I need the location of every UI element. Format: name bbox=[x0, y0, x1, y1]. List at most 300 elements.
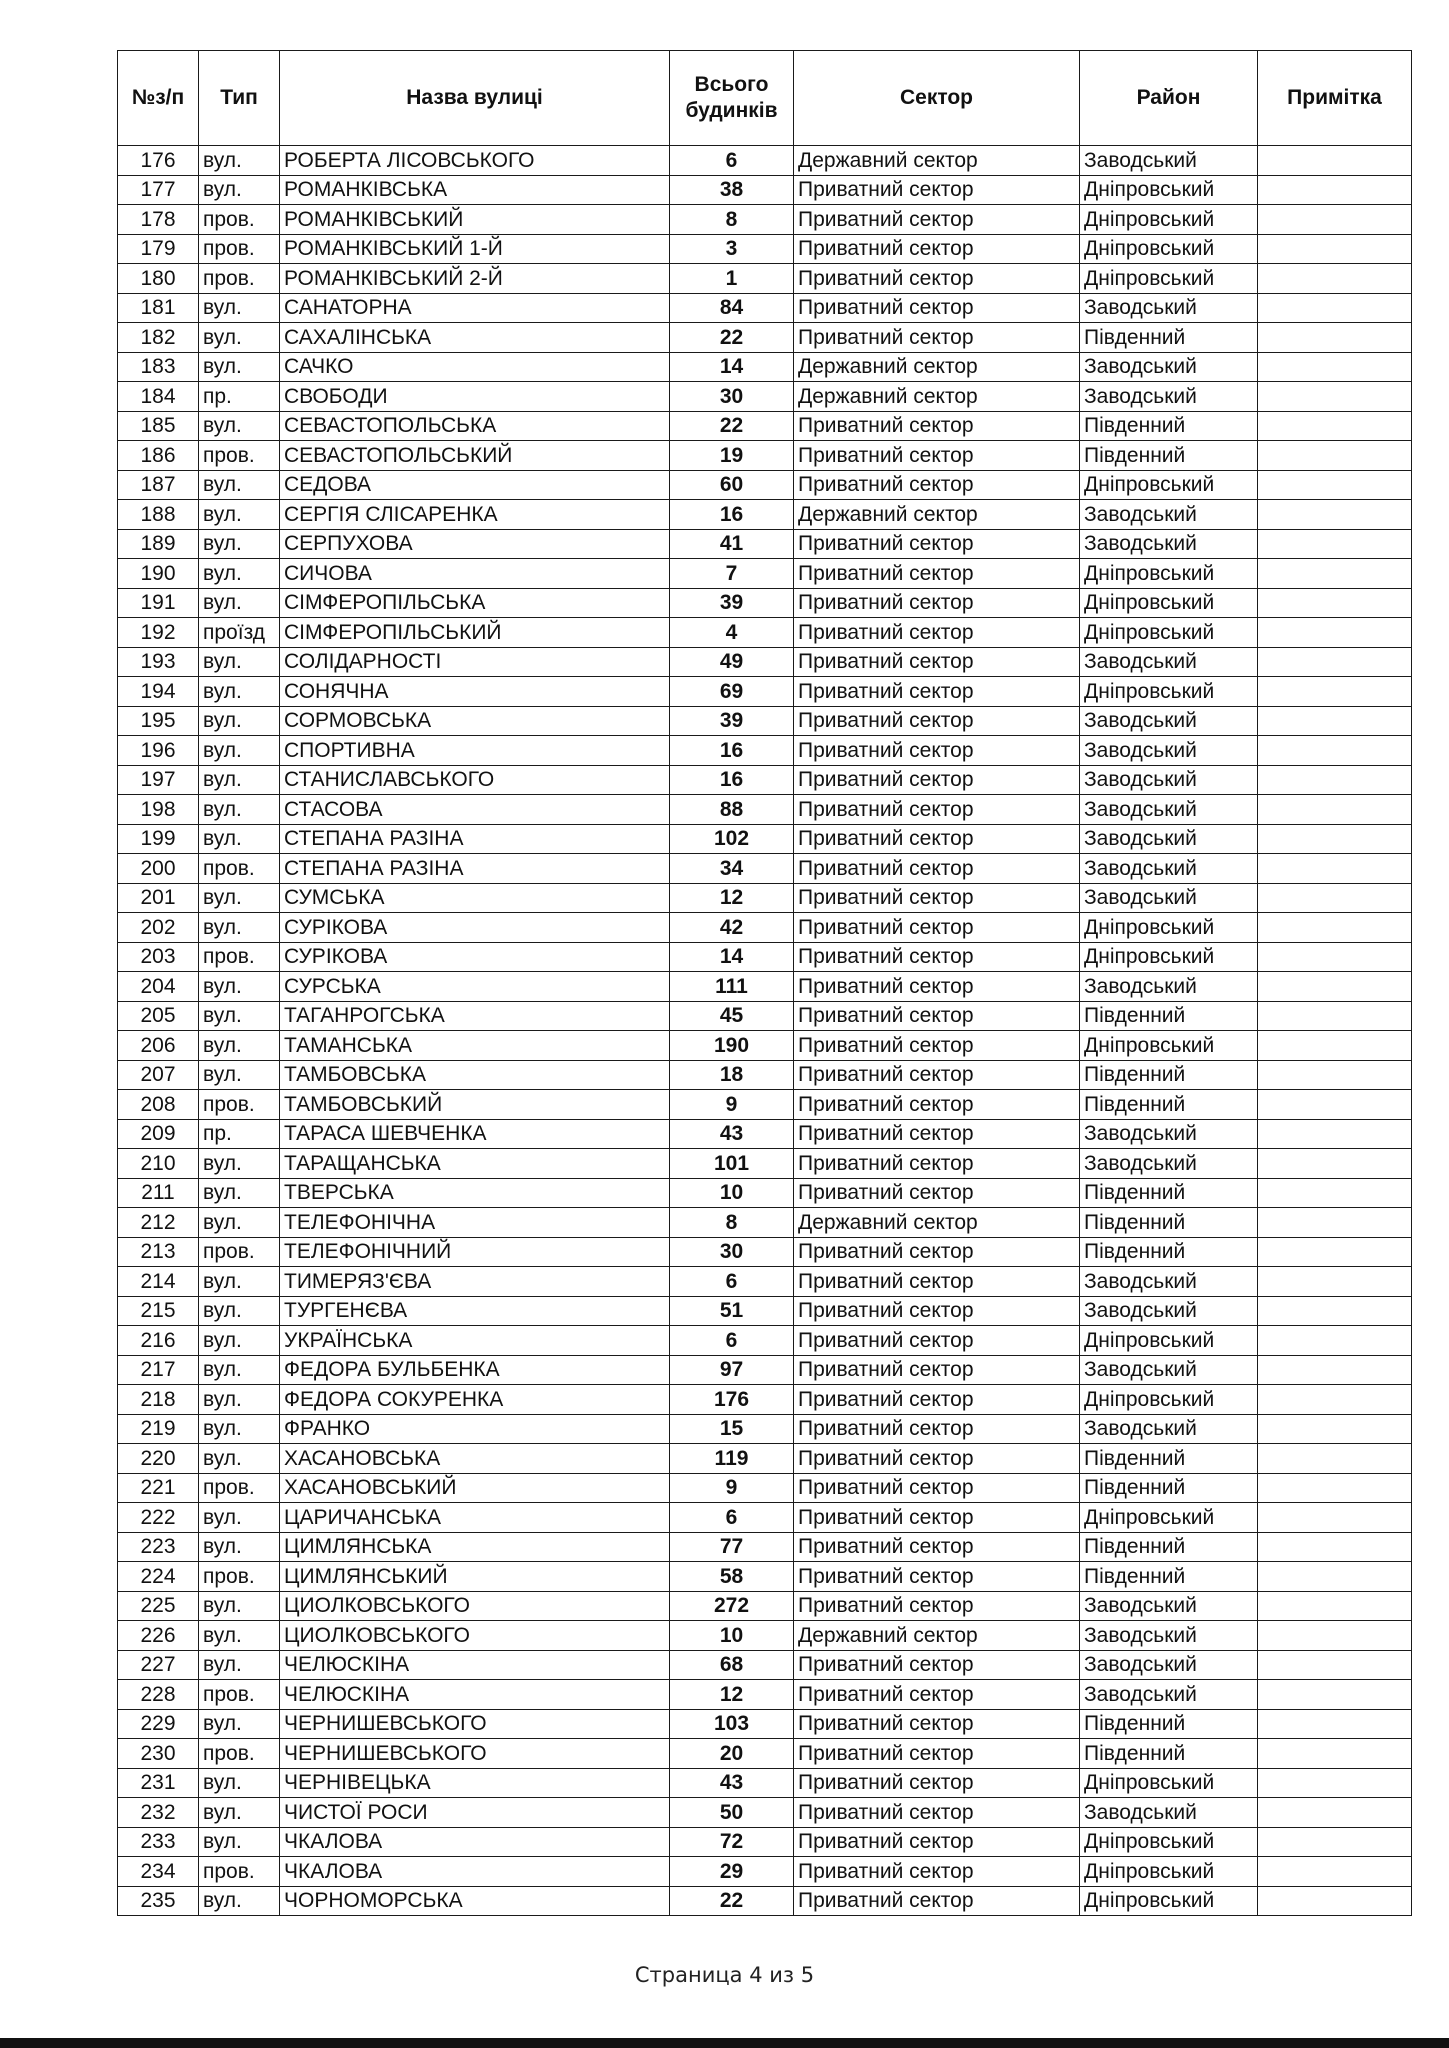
cell-sector: Приватний сектор bbox=[794, 1709, 1080, 1739]
table-header-row bbox=[118, 51, 1412, 146]
cell-number: 201 bbox=[118, 883, 199, 913]
cell-sector: Приватний сектор bbox=[794, 883, 1080, 913]
cell-street-name: СТАНИСЛАВСЬКОГО bbox=[280, 765, 670, 795]
table-row bbox=[118, 1326, 1412, 1356]
table-row bbox=[118, 1680, 1412, 1710]
table-row bbox=[118, 500, 1412, 530]
cell-note bbox=[1258, 529, 1412, 559]
cell-note bbox=[1258, 824, 1412, 854]
cell-sector: Приватний сектор bbox=[794, 1798, 1080, 1828]
cell-sector: Державний сектор bbox=[794, 500, 1080, 530]
cell-type: вул. bbox=[199, 736, 280, 766]
cell-buildings-total: 14 bbox=[670, 352, 794, 382]
cell-note bbox=[1258, 942, 1412, 972]
cell-street-name: СПОРТИВНА bbox=[280, 736, 670, 766]
cell-district: Заводський bbox=[1080, 382, 1258, 412]
cell-number: 222 bbox=[118, 1503, 199, 1533]
cell-note bbox=[1258, 1001, 1412, 1031]
table-row bbox=[118, 1857, 1412, 1887]
table-row bbox=[118, 1060, 1412, 1090]
cell-buildings-total: 49 bbox=[670, 647, 794, 677]
cell-type: вул. bbox=[199, 1296, 280, 1326]
cell-street-name: ТЕЛЕФОНІЧНА bbox=[280, 1208, 670, 1238]
cell-number: 185 bbox=[118, 411, 199, 441]
cell-note bbox=[1258, 1178, 1412, 1208]
cell-buildings-total: 8 bbox=[670, 1208, 794, 1238]
cell-note bbox=[1258, 1739, 1412, 1769]
cell-note bbox=[1258, 559, 1412, 589]
cell-district: Дніпровський bbox=[1080, 1031, 1258, 1061]
cell-street-name: ТВЕРСЬКА bbox=[280, 1178, 670, 1208]
cell-type: вул. bbox=[199, 1060, 280, 1090]
cell-buildings-total: 34 bbox=[670, 854, 794, 884]
cell-number: 192 bbox=[118, 618, 199, 648]
cell-street-name: ТАРАЩАНСЬКА bbox=[280, 1149, 670, 1179]
cell-district: Південний bbox=[1080, 1473, 1258, 1503]
cell-type: вул. bbox=[199, 411, 280, 441]
cell-district: Південний bbox=[1080, 1090, 1258, 1120]
cell-type: пров. bbox=[199, 205, 280, 235]
cell-buildings-total: 10 bbox=[670, 1621, 794, 1651]
cell-note bbox=[1258, 146, 1412, 176]
cell-sector: Приватний сектор bbox=[794, 1237, 1080, 1267]
cell-number: 230 bbox=[118, 1739, 199, 1769]
cell-district: Південний bbox=[1080, 1444, 1258, 1474]
cell-district: Південний bbox=[1080, 1060, 1258, 1090]
cell-buildings-total: 176 bbox=[670, 1385, 794, 1415]
cell-note bbox=[1258, 795, 1412, 825]
cell-buildings-total: 16 bbox=[670, 736, 794, 766]
cell-district: Дніпровський bbox=[1080, 1827, 1258, 1857]
cell-type: вул. bbox=[199, 1650, 280, 1680]
cell-number: 229 bbox=[118, 1709, 199, 1739]
table-row bbox=[118, 1237, 1412, 1267]
cell-buildings-total: 30 bbox=[670, 1237, 794, 1267]
table-row bbox=[118, 234, 1412, 264]
cell-sector: Приватний сектор bbox=[794, 1326, 1080, 1356]
cell-note bbox=[1258, 647, 1412, 677]
cell-street-name: РОМАНКІВСЬКИЙ bbox=[280, 205, 670, 235]
cell-number: 190 bbox=[118, 559, 199, 589]
cell-note bbox=[1258, 736, 1412, 766]
table-row bbox=[118, 323, 1412, 353]
cell-type: вул. bbox=[199, 1149, 280, 1179]
cell-type: вул. bbox=[199, 795, 280, 825]
table-row bbox=[118, 1149, 1412, 1179]
cell-buildings-total: 190 bbox=[670, 1031, 794, 1061]
cell-note bbox=[1258, 1621, 1412, 1651]
table-row bbox=[118, 618, 1412, 648]
table-row bbox=[118, 175, 1412, 205]
cell-note bbox=[1258, 1532, 1412, 1562]
table-row bbox=[118, 736, 1412, 766]
cell-street-name: СОНЯЧНА bbox=[280, 677, 670, 707]
cell-street-name: САНАТОРНА bbox=[280, 293, 670, 323]
table-row bbox=[118, 824, 1412, 854]
cell-buildings-total: 77 bbox=[670, 1532, 794, 1562]
cell-street-name: ФЕДОРА БУЛЬБЕНКА bbox=[280, 1355, 670, 1385]
table-row bbox=[118, 529, 1412, 559]
cell-district: Південний bbox=[1080, 1178, 1258, 1208]
cell-district: Дніпровський bbox=[1080, 618, 1258, 648]
header-sector: Сектор bbox=[794, 51, 1080, 146]
table-row bbox=[118, 883, 1412, 913]
cell-district: Південний bbox=[1080, 1562, 1258, 1592]
cell-sector: Державний сектор bbox=[794, 1208, 1080, 1238]
cell-number: 214 bbox=[118, 1267, 199, 1297]
cell-number: 193 bbox=[118, 647, 199, 677]
cell-district: Дніпровський bbox=[1080, 175, 1258, 205]
cell-buildings-total: 103 bbox=[670, 1709, 794, 1739]
table-row bbox=[118, 1503, 1412, 1533]
cell-street-name: ТАГАНРОГСЬКА bbox=[280, 1001, 670, 1031]
table-body bbox=[118, 146, 1412, 1916]
cell-number: 223 bbox=[118, 1532, 199, 1562]
cell-buildings-total: 97 bbox=[670, 1355, 794, 1385]
cell-district: Дніпровський bbox=[1080, 1503, 1258, 1533]
cell-note bbox=[1258, 883, 1412, 913]
table-row bbox=[118, 854, 1412, 884]
table-row bbox=[118, 1473, 1412, 1503]
cell-type: вул. bbox=[199, 824, 280, 854]
cell-sector: Приватний сектор bbox=[794, 618, 1080, 648]
table-row bbox=[118, 1798, 1412, 1828]
header-number: №з/п bbox=[118, 51, 199, 146]
table-row bbox=[118, 1178, 1412, 1208]
cell-type: пров. bbox=[199, 1739, 280, 1769]
table-row bbox=[118, 264, 1412, 294]
cell-sector: Приватний сектор bbox=[794, 234, 1080, 264]
table-row bbox=[118, 765, 1412, 795]
cell-type: вул. bbox=[199, 706, 280, 736]
cell-sector: Приватний сектор bbox=[794, 736, 1080, 766]
cell-sector: Приватний сектор bbox=[794, 1473, 1080, 1503]
cell-street-name: СЕРГІЯ СЛІСАРЕНКА bbox=[280, 500, 670, 530]
cell-district: Заводський bbox=[1080, 706, 1258, 736]
cell-district: Дніпровський bbox=[1080, 559, 1258, 589]
cell-sector: Приватний сектор bbox=[794, 1355, 1080, 1385]
cell-number: 179 bbox=[118, 234, 199, 264]
cell-note bbox=[1258, 1385, 1412, 1415]
cell-note bbox=[1258, 1650, 1412, 1680]
cell-sector: Приватний сектор bbox=[794, 1591, 1080, 1621]
table-row bbox=[118, 1296, 1412, 1326]
cell-sector: Приватний сектор bbox=[794, 1296, 1080, 1326]
cell-type: вул. bbox=[199, 175, 280, 205]
cell-type: вул. bbox=[199, 1621, 280, 1651]
cell-district: Заводський bbox=[1080, 146, 1258, 176]
cell-buildings-total: 72 bbox=[670, 1827, 794, 1857]
cell-street-name: СІМФЕРОПІЛЬСЬКИЙ bbox=[280, 618, 670, 648]
cell-type: вул. bbox=[199, 1709, 280, 1739]
cell-sector: Приватний сектор bbox=[794, 175, 1080, 205]
table-row bbox=[118, 1709, 1412, 1739]
cell-buildings-total: 272 bbox=[670, 1591, 794, 1621]
cell-district: Заводський bbox=[1080, 1119, 1258, 1149]
cell-note bbox=[1258, 1208, 1412, 1238]
cell-district: Заводський bbox=[1080, 1680, 1258, 1710]
header-type: Тип bbox=[199, 51, 280, 146]
cell-street-name: ЧЕРНИШЕВСЬКОГО bbox=[280, 1709, 670, 1739]
cell-buildings-total: 84 bbox=[670, 293, 794, 323]
cell-sector: Приватний сектор bbox=[794, 1178, 1080, 1208]
page-footer: Страница 4 из 5 bbox=[634, 1963, 815, 1987]
cell-number: 195 bbox=[118, 706, 199, 736]
cell-number: 228 bbox=[118, 1680, 199, 1710]
cell-type: пров. bbox=[199, 264, 280, 294]
cell-note bbox=[1258, 1149, 1412, 1179]
cell-buildings-total: 119 bbox=[670, 1444, 794, 1474]
cell-note bbox=[1258, 1326, 1412, 1356]
cell-district: Південний bbox=[1080, 441, 1258, 471]
cell-sector: Приватний сектор bbox=[794, 264, 1080, 294]
cell-district: Південний bbox=[1080, 323, 1258, 353]
cell-number: 191 bbox=[118, 588, 199, 618]
cell-street-name: СУРСЬКА bbox=[280, 972, 670, 1002]
cell-type: вул. bbox=[199, 1827, 280, 1857]
cell-district: Заводський bbox=[1080, 1798, 1258, 1828]
table-row bbox=[118, 1739, 1412, 1769]
cell-type: вул. bbox=[199, 293, 280, 323]
cell-number: 182 bbox=[118, 323, 199, 353]
cell-type: вул. bbox=[199, 1798, 280, 1828]
header-street-name: Назва вулиці bbox=[280, 51, 670, 146]
cell-buildings-total: 69 bbox=[670, 677, 794, 707]
cell-number: 216 bbox=[118, 1326, 199, 1356]
cell-buildings-total: 43 bbox=[670, 1768, 794, 1798]
cell-street-name: РОМАНКІВСЬКИЙ 2-Й bbox=[280, 264, 670, 294]
cell-type: пров. bbox=[199, 942, 280, 972]
table-row bbox=[118, 1650, 1412, 1680]
cell-number: 184 bbox=[118, 382, 199, 412]
cell-sector: Приватний сектор bbox=[794, 647, 1080, 677]
cell-sector: Приватний сектор bbox=[794, 854, 1080, 884]
cell-note bbox=[1258, 1473, 1412, 1503]
cell-district: Заводський bbox=[1080, 883, 1258, 913]
cell-street-name: ХАСАНОВСЬКИЙ bbox=[280, 1473, 670, 1503]
cell-buildings-total: 14 bbox=[670, 942, 794, 972]
cell-street-name: ЧКАЛОВА bbox=[280, 1827, 670, 1857]
cell-number: 206 bbox=[118, 1031, 199, 1061]
cell-street-name: РОМАНКІВСЬКИЙ 1-Й bbox=[280, 234, 670, 264]
cell-type: вул. bbox=[199, 1385, 280, 1415]
cell-note bbox=[1258, 1355, 1412, 1385]
cell-type: пров. bbox=[199, 1857, 280, 1887]
cell-sector: Приватний сектор bbox=[794, 293, 1080, 323]
cell-note bbox=[1258, 765, 1412, 795]
table-row bbox=[118, 1208, 1412, 1238]
header-buildings-total: Всього будинків bbox=[670, 51, 794, 146]
cell-buildings-total: 12 bbox=[670, 1680, 794, 1710]
cell-note bbox=[1258, 1886, 1412, 1916]
cell-district: Дніпровський bbox=[1080, 1857, 1258, 1887]
table-row bbox=[118, 1562, 1412, 1592]
cell-buildings-total: 16 bbox=[670, 500, 794, 530]
cell-note bbox=[1258, 1237, 1412, 1267]
cell-street-name: ЦИОЛКОВСЬКОГО bbox=[280, 1591, 670, 1621]
table-row bbox=[118, 1267, 1412, 1297]
cell-note bbox=[1258, 205, 1412, 235]
cell-street-name: СТЕПАНА РАЗІНА bbox=[280, 854, 670, 884]
cell-note bbox=[1258, 1798, 1412, 1828]
cell-note bbox=[1258, 618, 1412, 648]
table-row bbox=[118, 1621, 1412, 1651]
cell-type: вул. bbox=[199, 1355, 280, 1385]
cell-street-name: ТАРАСА ШЕВЧЕНКА bbox=[280, 1119, 670, 1149]
scan-bottom-edge bbox=[0, 2038, 1449, 2048]
cell-buildings-total: 15 bbox=[670, 1414, 794, 1444]
table-row bbox=[118, 588, 1412, 618]
cell-buildings-total: 101 bbox=[670, 1149, 794, 1179]
cell-sector: Приватний сектор bbox=[794, 1267, 1080, 1297]
cell-buildings-total: 6 bbox=[670, 1326, 794, 1356]
cell-street-name: ХАСАНОВСЬКА bbox=[280, 1444, 670, 1474]
cell-type: вул. bbox=[199, 677, 280, 707]
cell-note bbox=[1258, 1768, 1412, 1798]
cell-street-name: ЧЕЛЮСКІНА bbox=[280, 1650, 670, 1680]
cell-buildings-total: 29 bbox=[670, 1857, 794, 1887]
cell-street-name: СЕДОВА bbox=[280, 470, 670, 500]
table-row bbox=[118, 559, 1412, 589]
table-row bbox=[118, 352, 1412, 382]
cell-note bbox=[1258, 1591, 1412, 1621]
cell-note bbox=[1258, 972, 1412, 1002]
cell-buildings-total: 22 bbox=[670, 1886, 794, 1916]
cell-district: Дніпровський bbox=[1080, 1768, 1258, 1798]
cell-number: 208 bbox=[118, 1090, 199, 1120]
table-row bbox=[118, 1031, 1412, 1061]
cell-buildings-total: 45 bbox=[670, 1001, 794, 1031]
cell-number: 213 bbox=[118, 1237, 199, 1267]
cell-number: 215 bbox=[118, 1296, 199, 1326]
cell-sector: Приватний сектор bbox=[794, 706, 1080, 736]
cell-number: 227 bbox=[118, 1650, 199, 1680]
cell-district: Заводський bbox=[1080, 736, 1258, 766]
cell-sector: Приватний сектор bbox=[794, 1385, 1080, 1415]
cell-type: вул. bbox=[199, 1178, 280, 1208]
cell-street-name: УКРАЇНСЬКА bbox=[280, 1326, 670, 1356]
cell-type: вул. bbox=[199, 1591, 280, 1621]
cell-type: вул. bbox=[199, 1444, 280, 1474]
cell-district: Південний bbox=[1080, 1208, 1258, 1238]
cell-number: 231 bbox=[118, 1768, 199, 1798]
cell-district: Заводський bbox=[1080, 1591, 1258, 1621]
cell-type: вул. bbox=[199, 1001, 280, 1031]
cell-sector: Державний сектор bbox=[794, 352, 1080, 382]
cell-street-name: ТИМЕРЯЗ'ЄВА bbox=[280, 1267, 670, 1297]
cell-number: 203 bbox=[118, 942, 199, 972]
cell-buildings-total: 10 bbox=[670, 1178, 794, 1208]
cell-type: пров. bbox=[199, 441, 280, 471]
cell-sector: Приватний сектор bbox=[794, 1414, 1080, 1444]
cell-district: Заводський bbox=[1080, 1355, 1258, 1385]
cell-buildings-total: 3 bbox=[670, 234, 794, 264]
table-row bbox=[118, 293, 1412, 323]
cell-buildings-total: 19 bbox=[670, 441, 794, 471]
cell-district: Дніпровський bbox=[1080, 264, 1258, 294]
cell-street-name: ЦИОЛКОВСЬКОГО bbox=[280, 1621, 670, 1651]
cell-note bbox=[1258, 293, 1412, 323]
table-row bbox=[118, 411, 1412, 441]
cell-number: 218 bbox=[118, 1385, 199, 1415]
cell-number: 234 bbox=[118, 1857, 199, 1887]
cell-buildings-total: 6 bbox=[670, 1503, 794, 1533]
cell-type: вул. bbox=[199, 765, 280, 795]
cell-number: 178 bbox=[118, 205, 199, 235]
table-row bbox=[118, 647, 1412, 677]
cell-sector: Приватний сектор bbox=[794, 913, 1080, 943]
cell-sector: Приватний сектор bbox=[794, 1001, 1080, 1031]
cell-number: 205 bbox=[118, 1001, 199, 1031]
cell-district: Заводський bbox=[1080, 529, 1258, 559]
cell-number: 226 bbox=[118, 1621, 199, 1651]
cell-street-name: СИЧОВА bbox=[280, 559, 670, 589]
cell-number: 197 bbox=[118, 765, 199, 795]
cell-note bbox=[1258, 1296, 1412, 1326]
table-row bbox=[118, 1886, 1412, 1916]
cell-note bbox=[1258, 441, 1412, 471]
cell-note bbox=[1258, 382, 1412, 412]
cell-buildings-total: 51 bbox=[670, 1296, 794, 1326]
cell-street-name: СУМСЬКА bbox=[280, 883, 670, 913]
cell-note bbox=[1258, 1562, 1412, 1592]
cell-buildings-total: 1 bbox=[670, 264, 794, 294]
cell-type: пров. bbox=[199, 234, 280, 264]
cell-type: вул. bbox=[199, 1208, 280, 1238]
cell-note bbox=[1258, 411, 1412, 441]
cell-street-name: СІМФЕРОПІЛЬСЬКА bbox=[280, 588, 670, 618]
cell-district: Південний bbox=[1080, 1739, 1258, 1769]
cell-street-name: ТАМБОВСЬКИЙ bbox=[280, 1090, 670, 1120]
cell-buildings-total: 12 bbox=[670, 883, 794, 913]
cell-type: вул. bbox=[199, 647, 280, 677]
cell-buildings-total: 9 bbox=[670, 1090, 794, 1120]
table-row bbox=[118, 795, 1412, 825]
cell-number: 176 bbox=[118, 146, 199, 176]
cell-street-name: СУРІКОВА bbox=[280, 942, 670, 972]
cell-number: 232 bbox=[118, 1798, 199, 1828]
cell-number: 220 bbox=[118, 1444, 199, 1474]
cell-street-name: ТУРГЕНЄВА bbox=[280, 1296, 670, 1326]
cell-district: Південний bbox=[1080, 1532, 1258, 1562]
table-row bbox=[118, 1827, 1412, 1857]
cell-sector: Приватний сектор bbox=[794, 1060, 1080, 1090]
cell-street-name: ЦАРИЧАНСЬКА bbox=[280, 1503, 670, 1533]
cell-sector: Приватний сектор bbox=[794, 1090, 1080, 1120]
cell-sector: Приватний сектор bbox=[794, 1650, 1080, 1680]
cell-number: 194 bbox=[118, 677, 199, 707]
cell-number: 221 bbox=[118, 1473, 199, 1503]
cell-district: Заводський bbox=[1080, 795, 1258, 825]
cell-number: 202 bbox=[118, 913, 199, 943]
table-row bbox=[118, 942, 1412, 972]
cell-street-name: САХАЛІНСЬКА bbox=[280, 323, 670, 353]
cell-sector: Приватний сектор bbox=[794, 765, 1080, 795]
cell-note bbox=[1258, 913, 1412, 943]
cell-district: Заводський bbox=[1080, 1414, 1258, 1444]
cell-note bbox=[1258, 1680, 1412, 1710]
cell-buildings-total: 22 bbox=[670, 323, 794, 353]
cell-district: Південний bbox=[1080, 411, 1258, 441]
cell-street-name: ЧЕЛЮСКІНА bbox=[280, 1680, 670, 1710]
table-row bbox=[118, 470, 1412, 500]
cell-sector: Приватний сектор bbox=[794, 1031, 1080, 1061]
cell-street-name: ФЕДОРА СОКУРЕНКА bbox=[280, 1385, 670, 1415]
cell-note bbox=[1258, 234, 1412, 264]
cell-street-name: ФРАНКО bbox=[280, 1414, 670, 1444]
cell-district: Заводський bbox=[1080, 1621, 1258, 1651]
table-row bbox=[118, 1090, 1412, 1120]
